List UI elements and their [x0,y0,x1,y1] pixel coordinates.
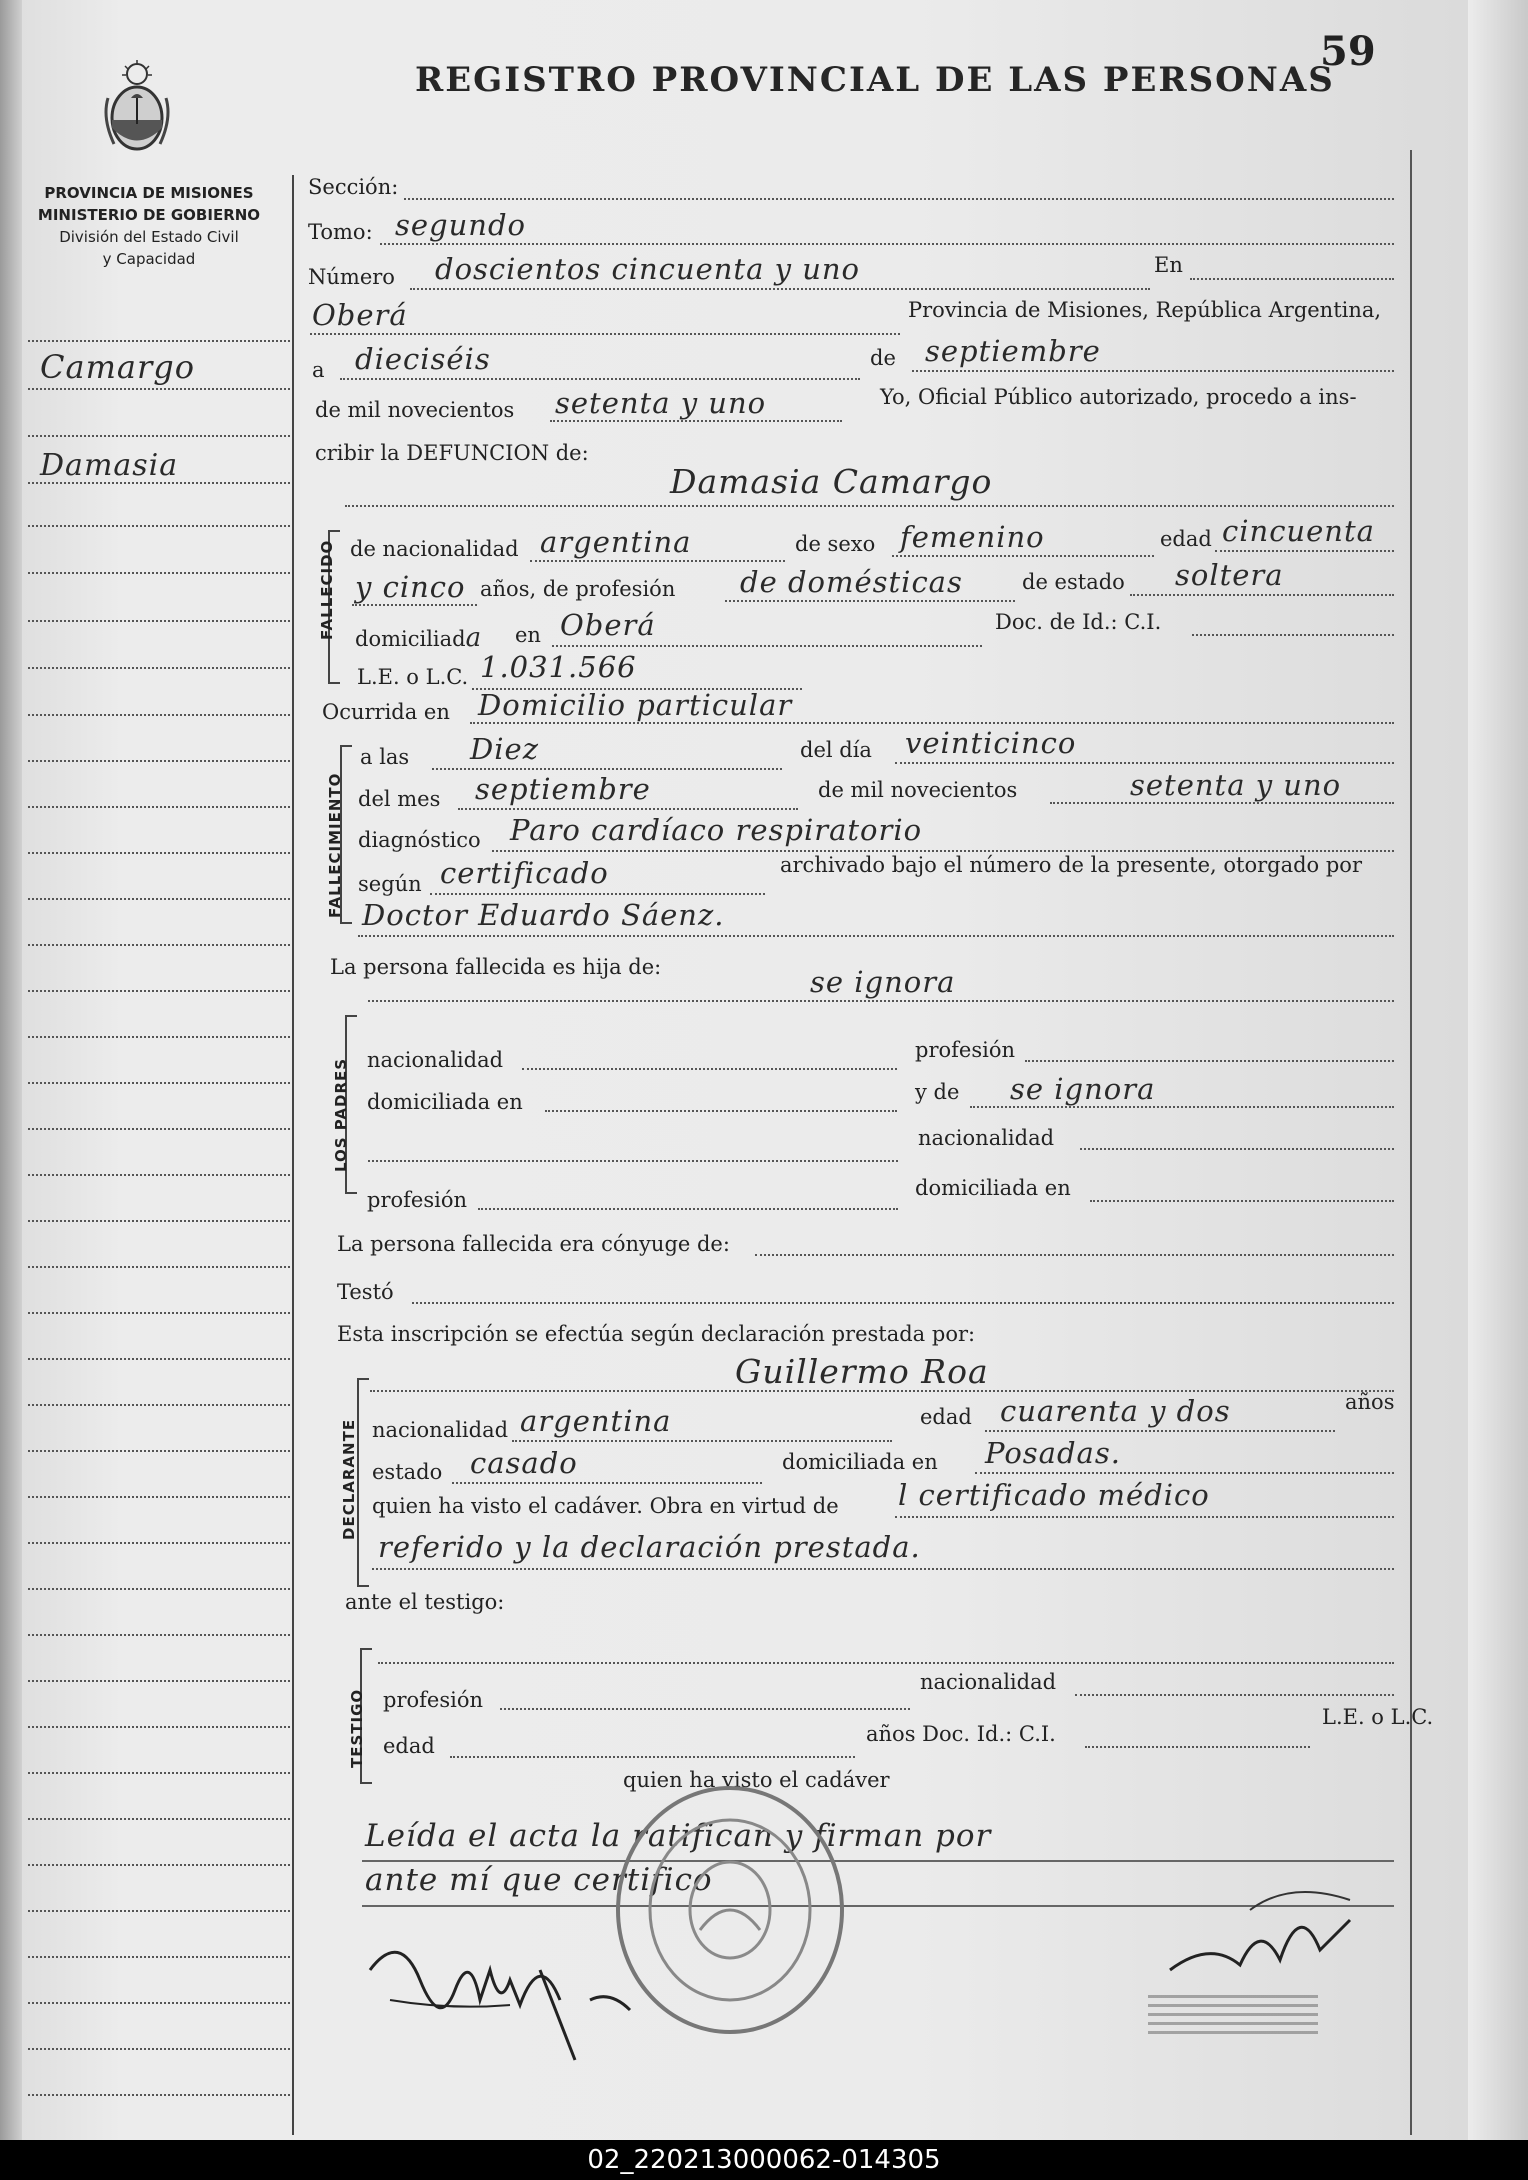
diagnostico-line [492,850,1394,852]
sexo-line [892,555,1154,557]
testigo-profesion-line [500,1708,910,1710]
testo-line [412,1302,1394,1304]
en-line [1190,278,1394,280]
conyuge-line [755,1254,1394,1256]
madre-nacionalidad-line [1080,1148,1394,1150]
a-las-label: a las [360,745,410,769]
dia-line [895,762,1394,764]
madre-nacionalidad-label: nacionalidad [918,1126,1055,1150]
provincia-text: Provincia de Misiones, República Argentina, [908,298,1382,322]
fallecido-name-line [345,505,1394,507]
coat-of-arms-icon [100,58,174,158]
nacionalidad-label: de nacionalidad [350,537,519,561]
seccion-line [404,198,1394,200]
fallecimiento-section-label: FALLECIMIENTO [326,772,344,918]
declarante-edad-line [985,1430,1335,1432]
book-spine-shadow [0,0,22,2140]
obra-line-2 [372,1568,1394,1570]
segun-line [430,893,765,895]
numero-line [410,288,1150,290]
nacionalidad-line [530,560,785,562]
edad-cont-value: y cinco [355,570,466,604]
tomo-value: segundo [395,208,526,242]
padre-domiciliada-label: domiciliada en [367,1090,523,1114]
declarante-edad-label: edad [920,1405,972,1429]
nacionalidad-value: argentina [540,525,692,559]
anio-label: de mil novecientos [818,778,1018,802]
testigo-name-line [378,1662,1394,1664]
padre-domicilio-line [545,1110,897,1112]
madre-name-line [970,1106,1394,1108]
del-mes-label: del mes [358,787,441,811]
hora-value: Diez [470,732,539,766]
month-prefix-label: de [870,346,896,370]
madre-value: se ignora [1010,1072,1156,1106]
scan-id-footer: 02_220213000062-014305 [0,2140,1528,2180]
numero-label: Número [308,265,395,289]
testigo-doc-label: años Doc. Id.: C.I. [866,1722,1056,1746]
sexo-label: de sexo [795,532,876,556]
declarante-domicilio-value: Posadas. [985,1436,1121,1470]
page-number: 59 [1320,28,1376,75]
del-dia-label: del día [800,738,872,762]
year-line [550,420,842,422]
mes-line [458,808,798,810]
seccion-label: Sección: [308,175,399,199]
padres-intro: La persona fallecida es hija de: [330,955,662,979]
padre-profesion-line [1025,1060,1394,1062]
place-value: Oberá [312,298,408,332]
ocurrida-line [470,722,1394,724]
day-value: dieciséis [355,342,491,376]
edad-line [1215,550,1394,552]
testigo-profesion-label: profesión [383,1688,483,1712]
issuer-ministry: MINISTERIO DE GOBIERNO [37,206,261,224]
mes-value: septiembre [475,772,651,806]
padre-nacionalidad-line [522,1068,897,1070]
yo-text: Yo, Oficial Público autorizado, procedo a ins- [880,385,1357,409]
edad-value: cincuenta [1222,514,1375,548]
segun-value: certificado [440,856,609,890]
declarante-name-value: Guillermo Roa [735,1352,989,1391]
declarante-nacionalidad-label: nacionalidad [372,1418,509,1442]
doc-id-line [1192,634,1394,636]
edad-label: edad [1160,527,1212,551]
archivado-text: archivado bajo el número de la presente, otorgado por [780,853,1362,877]
domicilio-line [552,645,982,647]
declarante-estado-value: casado [470,1446,578,1480]
domiciliada-label [355,623,482,653]
fallecido-section-label: FALLECIDO [318,539,336,640]
doctor-line [358,935,1394,937]
issuer-province: PROVINCIA DE MISIONES [44,184,254,202]
official-stamp-text-block [1148,1995,1318,2040]
conyuge-label: La persona fallecida era cónyuge de: [337,1232,730,1256]
padres-section-label: LOS PADRES [332,1057,350,1172]
right-margin-line [1410,150,1412,2135]
document-title: REGISTRO PROVINCIAL DE LAS PERSONAS [415,60,1335,100]
testigo-visto-text: quien ha visto el cadáver [623,1768,890,1792]
testigo-edad-label: edad [383,1734,435,1758]
issuer-block [14,182,284,270]
doctor-value: Doctor Eduardo Sáenz. [362,898,725,932]
signature-left [360,1910,690,2070]
place-line [310,333,900,335]
padre-name-line [368,1000,1394,1002]
testigo-edad-line [450,1756,855,1758]
anio-value: setenta y uno [1130,768,1342,802]
numero-en-label: En [1154,253,1183,277]
estado-value: soltera [1175,558,1284,592]
year-label: de mil novecientos [315,398,515,422]
testo-label: Testó [337,1280,394,1304]
domiciliada-label-text: domiciliad [355,627,466,651]
month-line [912,370,1394,372]
sexo-value: femenino [900,520,1045,554]
le-lc-label: L.E. o L.C. [357,665,469,689]
domicilio-en-label: en [515,623,541,647]
padre-profesion2-line [478,1208,898,1210]
segun-label: según [358,872,422,896]
obra-value: l certificado médico [898,1478,1210,1512]
declarante-domicilio-line [975,1472,1394,1474]
year-value: setenta y uno [555,386,767,420]
declaracion-text: Esta inscripción se efectúa según declaración prestada por: [337,1322,976,1346]
diagnostico-label: diagnóstico [358,828,481,852]
ocurrida-label: Ocurrida en [322,700,450,724]
declarante-nacionalidad-line [512,1440,892,1442]
signature-right [1150,1880,1390,2000]
padres-blank-line [368,1160,898,1162]
estado-line [1130,594,1394,596]
tomo-line [380,243,1394,245]
madre-domicilio-line [1090,1200,1394,1202]
day-prefix-label: a [312,358,325,382]
le-lc-value: 1.031.566 [480,650,637,684]
profesion-line [725,600,1015,602]
sidebar-divider [292,175,294,2135]
doc-id-label: Doc. de Id.: C.I. [995,610,1162,634]
sidebar-surname: Camargo [40,348,196,386]
ocurrida-value: Domicilio particular [478,688,793,722]
padre-profesion2-label: profesión [367,1188,467,1212]
closing-text-2: ante mí que certifico [365,1862,713,1898]
testigo-section-label: TESTIGO [348,1688,366,1768]
declarante-domiciliada-label: domiciliada en [782,1450,938,1474]
declarante-estado-label: estado [372,1460,443,1484]
day-line [340,378,860,380]
testigo-doc-line [1085,1746,1310,1748]
edad-cont-line [352,604,477,606]
domicilio-value: Oberá [560,608,656,642]
testigo-intro: ante el testigo: [345,1590,505,1614]
testigo-le-lc-label: L.E. o L.C. [1322,1705,1434,1729]
testigo-nacionalidad-line [1075,1694,1394,1696]
issuer-division-cont: y Capacidad [102,250,196,268]
padre-nacionalidad-label: nacionalidad [367,1048,504,1072]
declarante-visto-text: quien ha visto el cadáver. Obra en virtud de [372,1494,839,1518]
tomo-label: Tomo: [308,220,373,244]
month-value: septiembre [925,334,1101,368]
madre-domiciliada-label: domiciliada en [915,1176,1071,1200]
hora-line [432,768,782,770]
fallecido-name-value: Damasia Camargo [670,462,993,501]
inscribir-text: cribir la DEFUNCION de: [315,441,589,465]
anos-profesion-label: años, de profesión [480,577,676,601]
testigo-nacionalidad-label: nacionalidad [920,1670,1057,1694]
declarante-anos-label: años [1345,1390,1395,1414]
estado-label: de estado [1022,570,1125,594]
declarante-nacionalidad-value: argentina [520,1404,672,1438]
issuer-division: División del Estado Civil [59,228,239,246]
numero-value: doscientos cincuenta y uno [435,252,861,286]
declarante-edad-value: cuarenta y dos [1000,1394,1231,1428]
page-edge-shadow [1468,0,1528,2140]
sidebar-given-name: Damasia [40,448,179,483]
closing-text-1: Leída el acta la ratifican y firman por [365,1818,992,1854]
obra-line [895,1516,1394,1518]
declarante-bracket [357,1378,369,1587]
y-de-label: y de [915,1080,960,1104]
declarante-section-label: DECLARANTE [340,1418,358,1540]
dia-value: veinticinco [905,726,1077,760]
padre-profesion-label: profesión [915,1038,1015,1062]
domiciliada-suffix: a [465,623,483,653]
padre-value: se ignora [810,965,956,999]
profesion-value: de domésticas [740,565,963,599]
diagnostico-value: Paro cardíaco respiratorio [510,813,923,847]
declarante-estado-line [452,1482,762,1484]
anio-line [1050,802,1394,804]
obra-value-2: referido y la declaración prestada. [378,1530,921,1564]
